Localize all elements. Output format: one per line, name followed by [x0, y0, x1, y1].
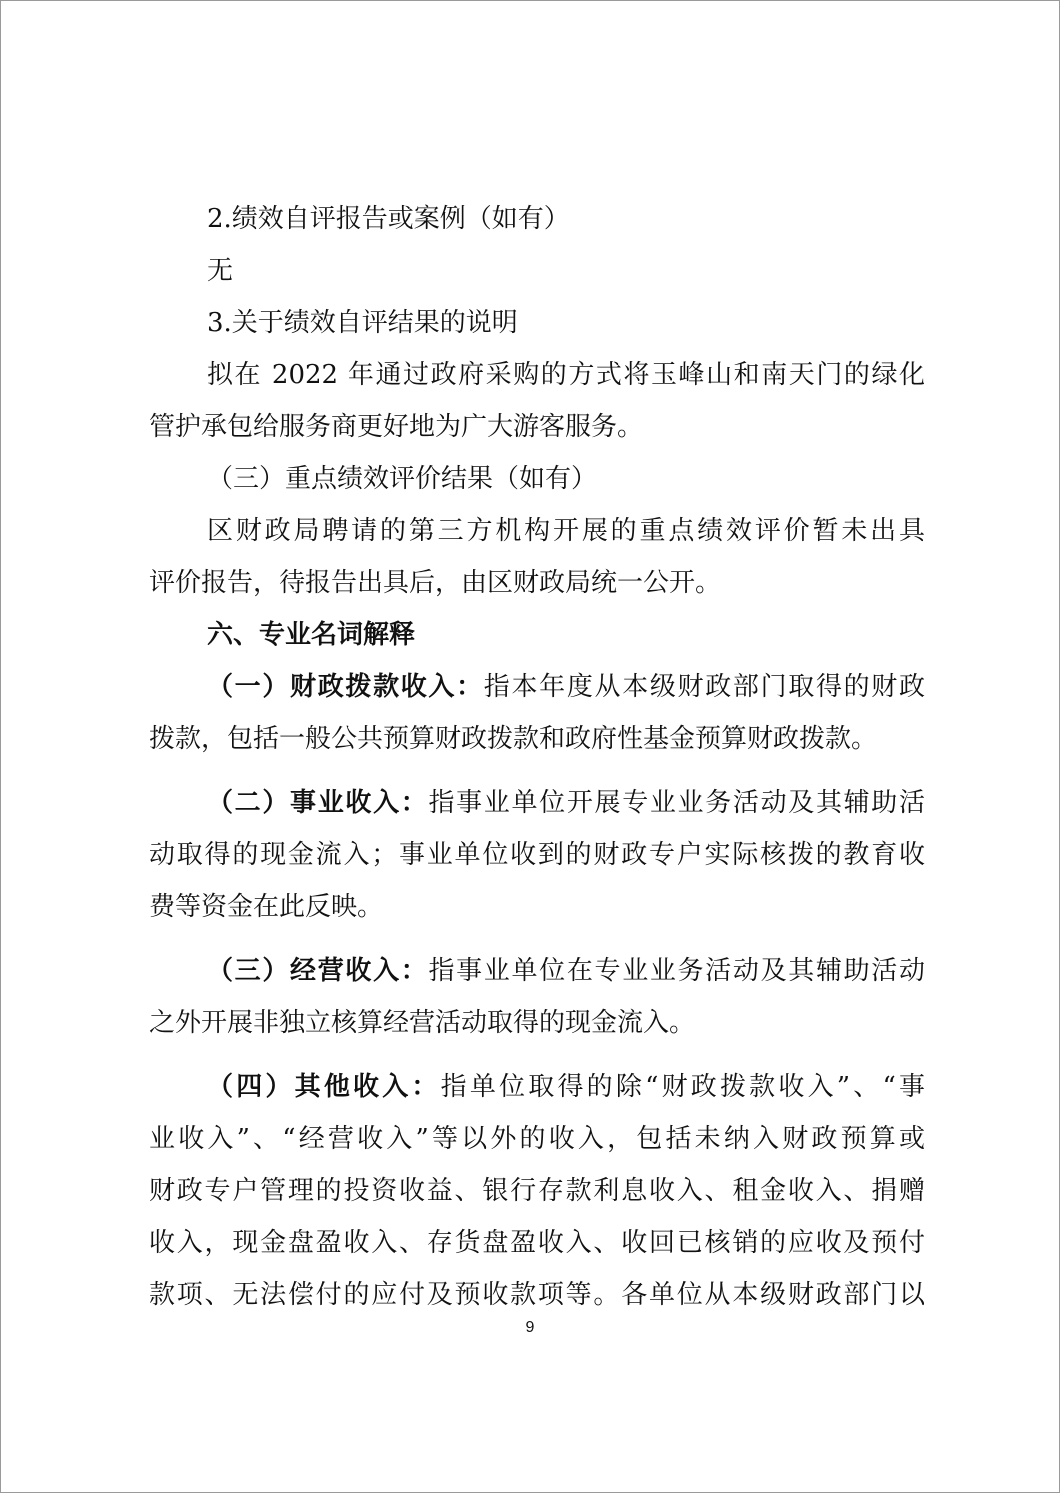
heading-self-evaluation-explanation: 3.关于绩效自评结果的说明	[207, 308, 518, 338]
term-definition: 指事业单位在专业业务活动及其辅助活动	[428, 956, 925, 986]
heading-key-evaluation-results: （三）重点绩效评价结果（如有）	[207, 464, 598, 494]
term-operating-income: （三）经营收入：	[207, 956, 429, 986]
term-business-income: （二）事业收入：	[207, 788, 429, 818]
term-line	[149, 661, 925, 713]
paragraph-line: 拟在 2022 年通过政府采购的方式将玉峰山和南天门的绿化	[207, 360, 925, 390]
paragraph-line: 业收入”、“经营收入”等以外的收入，包括未纳入财政预算或	[149, 1124, 925, 1154]
paragraph-line: 收入，现金盘盈收入、存货盘盈收入、收回已核销的应收及预付	[149, 1228, 925, 1258]
paragraph-line: 之外开展非独立核算经营活动取得的现金流入。	[149, 1008, 696, 1038]
page-number: 9	[525, 1319, 535, 1336]
paragraph-line: 款项、无法偿付的应付及预收款项等。各单位从本级财政部门以	[149, 1280, 925, 1310]
paragraph-line: 拨款，包括一般公共预算财政拨款和政府性基金预算财政拨款。	[149, 724, 878, 754]
paragraph-line: 管护承包给服务商更好地为广大游客服务。	[149, 412, 644, 442]
term-fiscal-appropriation: （一）财政拨款收入：	[207, 672, 484, 702]
term-line	[149, 777, 925, 829]
term-definition: 指本年度从本级财政部门取得的财政	[483, 672, 925, 702]
paragraph-line: 财政专户管理的投资收益、银行存款利息收入、租金收入、捐赠	[149, 1176, 925, 1206]
section-heading-glossary: 六、专业名词解释	[207, 620, 416, 650]
term-definition: 指事业单位开展专业业务活动及其辅助活	[428, 788, 925, 818]
text-none: 无	[207, 256, 234, 286]
term-line	[149, 1061, 925, 1113]
paragraph-line: 区财政局聘请的第三方机构开展的重点绩效评价暂未出具	[207, 516, 925, 546]
term-line	[149, 945, 925, 997]
heading-self-evaluation-report: 2.绩效自评报告或案例（如有）	[207, 204, 570, 234]
paragraph-line: 评价报告，待报告出具后，由区财政局统一公开。	[149, 568, 722, 598]
paragraph-line: 动取得的现金流入；事业单位收到的财政专户实际核拨的教育收	[149, 840, 925, 870]
term-other-income: （四）其他收入：	[207, 1072, 441, 1102]
paragraph-line: 费等资金在此反映。	[149, 892, 384, 922]
body-text	[149, 193, 925, 1321]
term-definition: 指单位取得的除“财政拨款收入”、“事	[440, 1072, 925, 1102]
